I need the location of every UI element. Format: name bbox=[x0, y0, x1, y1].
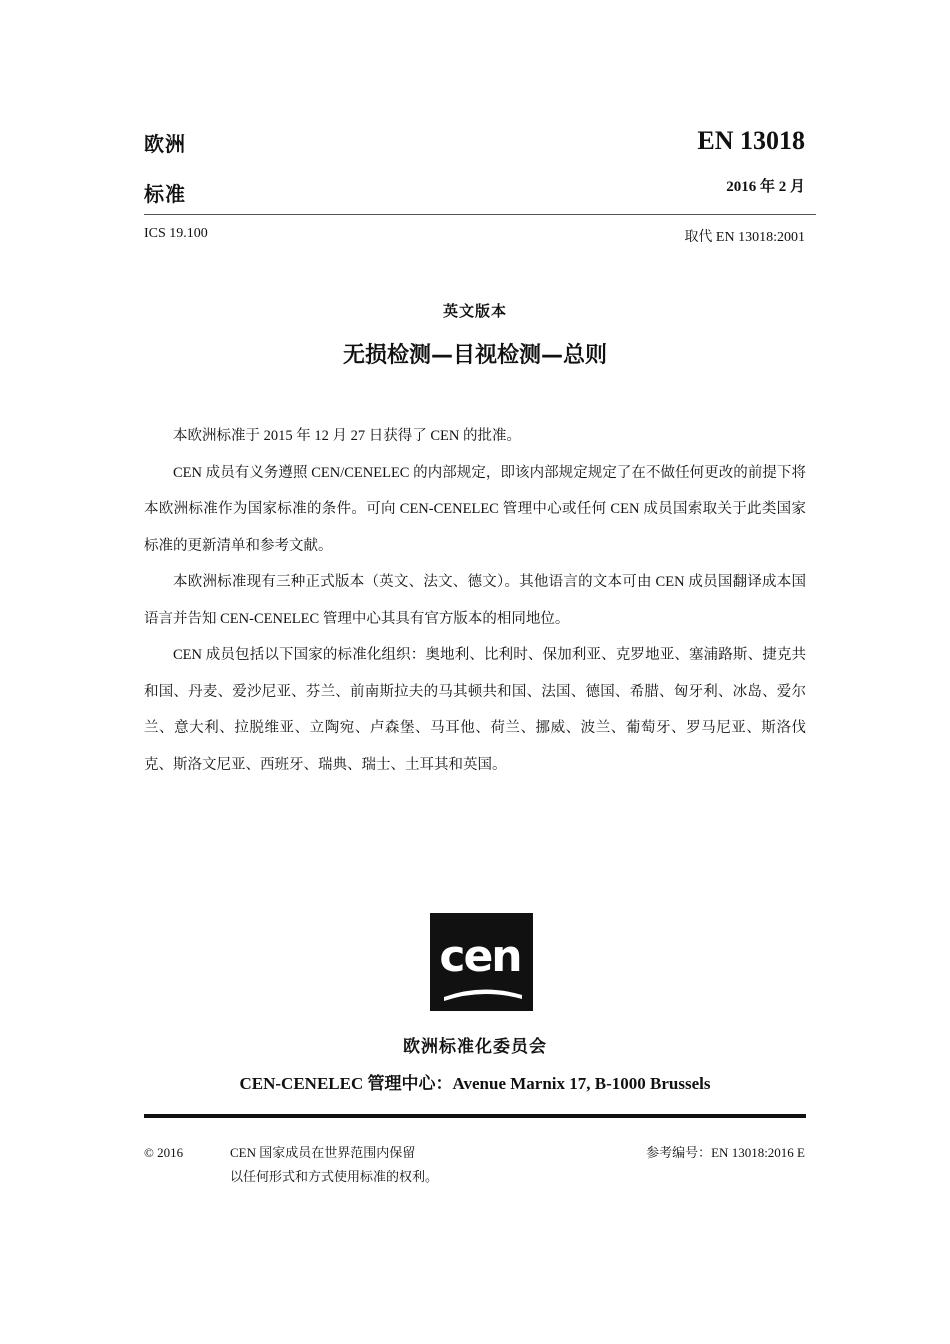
document-title: 无损检测—目视检测—总则 bbox=[342, 343, 607, 368]
header-divider bbox=[144, 214, 816, 215]
copyright-notice: © 2016 bbox=[144, 1145, 184, 1160]
cen-logo-text: cen bbox=[439, 931, 521, 982]
region-label: 欧洲 bbox=[144, 132, 186, 156]
publication-date: 2016 年 2 月 bbox=[726, 179, 805, 195]
ics-code: ICS 19.100 bbox=[144, 226, 208, 241]
rights-line: 以任何形式和方式使用标准的权利。 bbox=[230, 1169, 439, 1184]
body-paragraph: CEN 成员有义务遵照 CEN/CENELEC 的内部规定，即该内部规定规定了在不做任何更改的前提下将本欧洲标准作为国家标准的条件。可向 CEN-CENELEC 管理中心或任何 CEN 成员国索取关于此类国家标准的更新清单和参考文献。 bbox=[144, 464, 806, 554]
body-paragraph: 本欧洲标准于 2015 年 12 月 27 日获得了 CEN 的批准。 bbox=[173, 428, 521, 444]
rights-statement bbox=[230, 1141, 438, 1189]
rights-line: CEN 国家成员在世界范围内保留 bbox=[230, 1145, 416, 1160]
reference-number: 参考编号：EN 13018:2016 E bbox=[646, 1145, 805, 1160]
body-paragraph: 本欧洲标准现有三种正式版本（英文、法文、德文）。其他语言的文本可由 CEN 成员国翻译成本国语言并告知 CEN-CENELEC 管理中心其具有官方版本的相同地位。 bbox=[144, 574, 806, 627]
edition-label: 英文版本 bbox=[442, 302, 507, 320]
organization-address: CEN-CENELEC 管理中心：Avenue Marnix 17, B-1000 Brussels bbox=[239, 1074, 711, 1093]
body-text bbox=[144, 418, 806, 783]
body-paragraph: CEN 成员包括以下国家的标准化组织：奥地利、比利时、保加利亚、克罗地亚、塞浦路斯、捷克共和国、丹麦、爱沙尼亚、芬兰、前南斯拉夫的马其顿共和国、法国、德国、希腊、匈牙利、冰岛、爱尔兰、意大利、拉脱维亚、立陶宛、卢森堡、马耳他、荷兰、挪威、波兰、葡萄牙、罗马尼亚、斯洛伐克、斯洛文尼亚、西班牙、瑞典、瑞士、土耳其和英国。 bbox=[144, 647, 806, 773]
cen-logo bbox=[430, 913, 533, 1011]
footer-divider bbox=[144, 1114, 806, 1118]
supersedes-note: 取代 EN 13018:2001 bbox=[684, 230, 805, 245]
document-type-label: 标准 bbox=[144, 182, 186, 206]
standard-number: EN 13018 bbox=[697, 126, 805, 155]
organization-name: 欧洲标准化委员会 bbox=[403, 1037, 547, 1057]
